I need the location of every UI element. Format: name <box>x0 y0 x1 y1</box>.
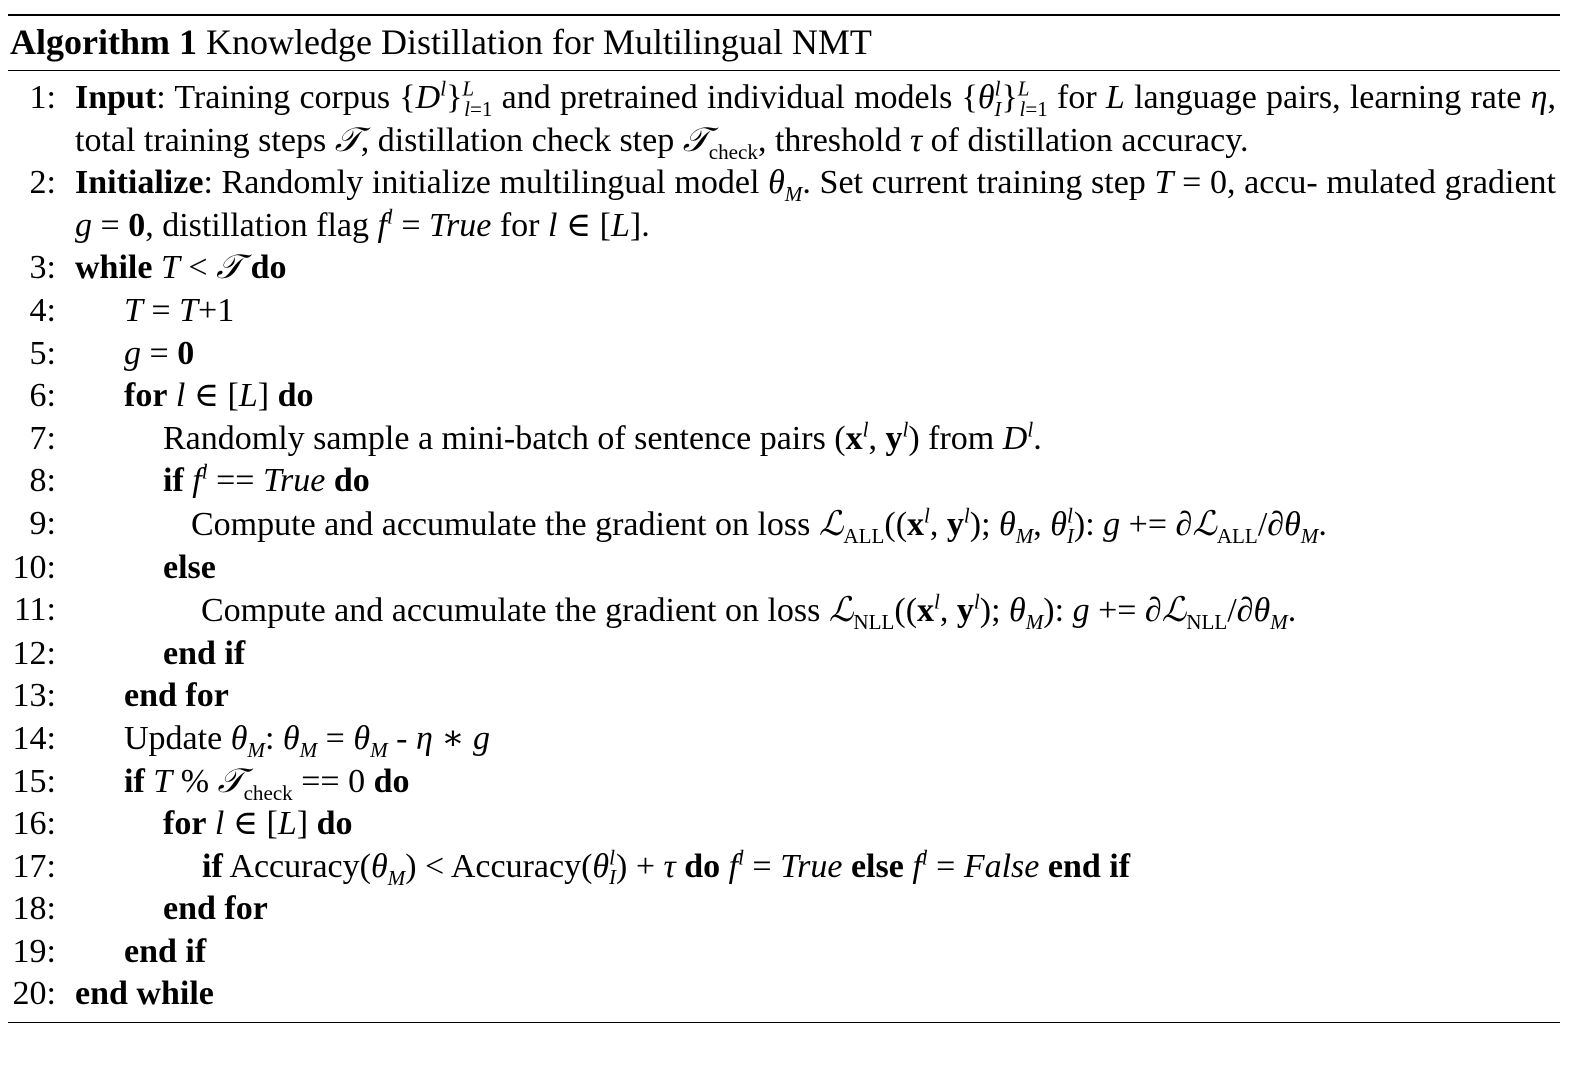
input-keyword: Input <box>75 79 157 116</box>
line-number: 12: <box>12 634 56 672</box>
update-text: Update <box>124 719 223 757</box>
else-keyword: else <box>163 548 216 586</box>
end-if-keyword: end if <box>124 932 207 970</box>
end-for-keyword: end for <box>124 677 229 715</box>
algo-line-8: 8: if $f^l$ == True do <box>8 460 1560 503</box>
algo-line-2: 2: Initialize: Randomly initialize multilingual model $\theta_M$. Set current training step T = 0, accu- mulated gradient g = 0, distillation flag $f^l$ = True for l ∈ [L]. <box>8 162 1560 247</box>
line-number: 11: <box>13 591 56 629</box>
line-number: 9: <box>29 504 56 542</box>
algo-line-12 <box>8 633 1560 676</box>
line-number: 6: <box>29 377 56 415</box>
end-for-keyword: end for <box>163 890 268 928</box>
algo-line-20 <box>8 973 1560 1016</box>
caption-title: Knowledge Distillation for Multilingual NMT <box>205 22 872 62</box>
algo-line-17: 17: if $Accuracy(\theta_M)$ < $Accuracy(\theta^l_I) + \tau$ do $f^l$ = True else $f^l$ = False end if <box>8 846 1560 889</box>
algo-line-6: 6: for l ∈ [L] do <box>8 375 1560 418</box>
line-number: 8: <box>29 462 56 500</box>
line-number: 13: <box>12 677 56 715</box>
line-number: 18: <box>12 890 56 928</box>
line-number: 2: <box>29 164 56 202</box>
line-number: 3: <box>29 249 56 287</box>
algo-line-11: 11: Compute and accumulate the gradient on loss $ℒ_{NLL}((x^l$, $y^l$); $\theta_M$): $g += \partial ℒ_{NLL}/\partial\theta_M$. <box>8 589 1560 633</box>
algorithm-lines <box>8 71 1560 1016</box>
algo-line-5: 5: g = 0 <box>8 333 1560 376</box>
bottom-rule <box>8 1022 1560 1023</box>
algorithm-box <box>8 14 1560 1023</box>
algo-line-13 <box>8 675 1560 718</box>
line-number: 19: <box>12 932 56 970</box>
line-number: 7: <box>29 419 56 457</box>
initialize-keyword: Initialize <box>75 164 204 202</box>
algo-line-15: 15: if T % 𝒯$_{check}$ == 0 do <box>8 761 1560 804</box>
algo-line-1: 1: Input: Training corpus $\{D^l\}^L_{l=1}$ and pretrained individual models $\{\theta^l_I\}^L_{l=1}$ for L language pairs, learning rate η, total training steps 𝒯, distillation check step 𝒯$_{check}$, threshold τ of distillation accuracy. <box>8 77 1560 162</box>
algo-line-9: 9: Compute and accumulate the gradient on loss $ℒ_{ALL}((x^l$, $y^l$); $\theta_M$, $\theta^l_I$): $g += \partial ℒ_{ALL}/\partial\theta_M$. <box>8 503 1560 547</box>
line-number: 14: <box>12 719 56 757</box>
line-number: 4: <box>29 291 56 329</box>
end-while-keyword: end while <box>75 975 214 1013</box>
step-9-text: Compute and accumulate the gradient on loss <box>191 505 811 543</box>
algo-line-16: 16: for l ∈ [L] do <box>8 803 1560 846</box>
caption-label: Algorithm 1 <box>10 22 197 62</box>
algo-line-18 <box>8 888 1560 931</box>
line-number: 10: <box>12 548 56 586</box>
end-if-keyword: end if <box>163 634 246 672</box>
algo-line-19 <box>8 931 1560 974</box>
algo-line-10 <box>8 547 1560 590</box>
line-number: 20: <box>12 975 56 1013</box>
algo-line-3: 3: while T < 𝒯 do <box>8 247 1560 290</box>
line-number: 1: <box>29 79 56 116</box>
algo-line-7: 7: Randomly sample a mini-batch of sentence pairs ($x^l$, $y^l$) from $D^l$. <box>8 418 1560 461</box>
line-number: 16: <box>12 805 56 843</box>
algo-line-4: 4: T = T+1 <box>8 290 1560 333</box>
step-11-text: Compute and accumulate the gradient on loss <box>201 592 821 630</box>
line-number: 15: <box>12 762 56 800</box>
line-number: 5: <box>29 334 56 372</box>
line-number: 17: <box>12 847 56 885</box>
algorithm-caption <box>8 16 1560 70</box>
algo-line-14: 14: Update $\theta_M$: $\theta_M = \theta_M - \eta$ ∗ g <box>8 718 1560 761</box>
